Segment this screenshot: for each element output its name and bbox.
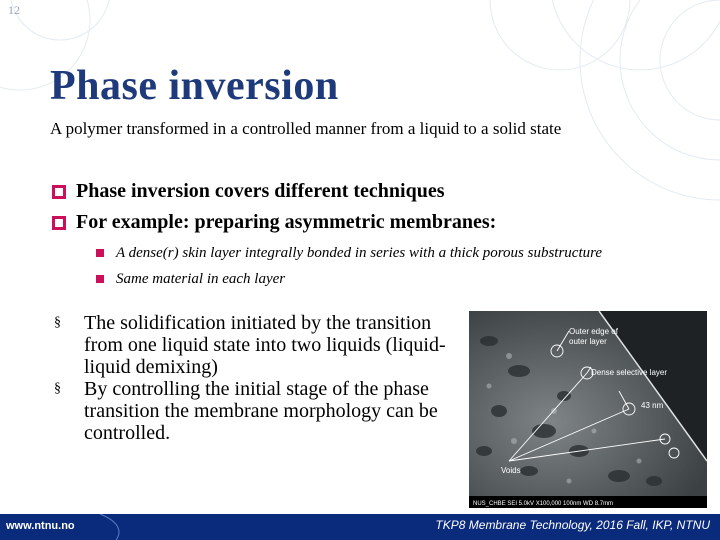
main-bullet	[52, 207, 496, 238]
section-mark-icon: §	[54, 381, 61, 396]
small-square-bullet-icon	[96, 249, 104, 257]
square-bullet-icon	[52, 216, 66, 230]
footer-url: www.ntnu.no	[6, 520, 75, 532]
image-info-bar: NUS_CHBE SEI 5.0kV X100,000 100nm WD 8.7mm	[473, 501, 614, 507]
sub-bullet-text: Same material in each layer	[116, 270, 286, 287]
main-bullet-text: Phase inversion covers different techniques	[76, 180, 445, 202]
section-mark-icon: §	[54, 315, 61, 330]
sub-bullet-list	[96, 240, 602, 292]
main-bullet-text: For example: preparing asymmetric membranes:	[76, 211, 497, 233]
main-bullet	[52, 176, 496, 207]
small-square-bullet-icon	[96, 275, 104, 283]
footer-decoration	[92, 514, 152, 540]
image-label-outer-layer: outer layer	[569, 337, 607, 346]
description-bullet-text: The solidification initiated by the transition from one liquid state into two liquids (liquid-liquid demixing)	[84, 312, 446, 378]
description-bullet	[54, 312, 449, 378]
slide-title: Phase inversion	[50, 63, 339, 109]
slide-number: 12	[8, 3, 20, 17]
image-label-outer-edge: Outer edge of	[569, 327, 618, 336]
slide-subtitle: A polymer transformed in a controlled manner from a liquid to a solid state	[50, 119, 562, 138]
footer-course-title: TKP8 Membrane Technology, 2016 Fall, IKP, NTNU	[435, 518, 710, 532]
sub-bullet	[96, 266, 602, 292]
square-bullet-icon	[52, 185, 66, 199]
image-label-voids: Voids	[501, 466, 521, 475]
description-bullet-list	[54, 312, 449, 444]
footer-bar	[0, 514, 720, 540]
main-bullet-list	[52, 176, 496, 238]
image-label-thickness: 43 nm	[641, 401, 664, 410]
description-bullet-text: By controlling the initial stage of the phase transition the membrane morphology can be controlled.	[84, 378, 438, 444]
sub-bullet	[96, 240, 602, 266]
sem-micrograph-image	[469, 311, 707, 508]
description-bullet	[54, 378, 449, 444]
sub-bullet-text: A dense(r) skin layer integrally bonded in series with a thick porous substructure	[116, 244, 603, 261]
image-label-dense-layer: Dense selective layer	[591, 368, 668, 377]
